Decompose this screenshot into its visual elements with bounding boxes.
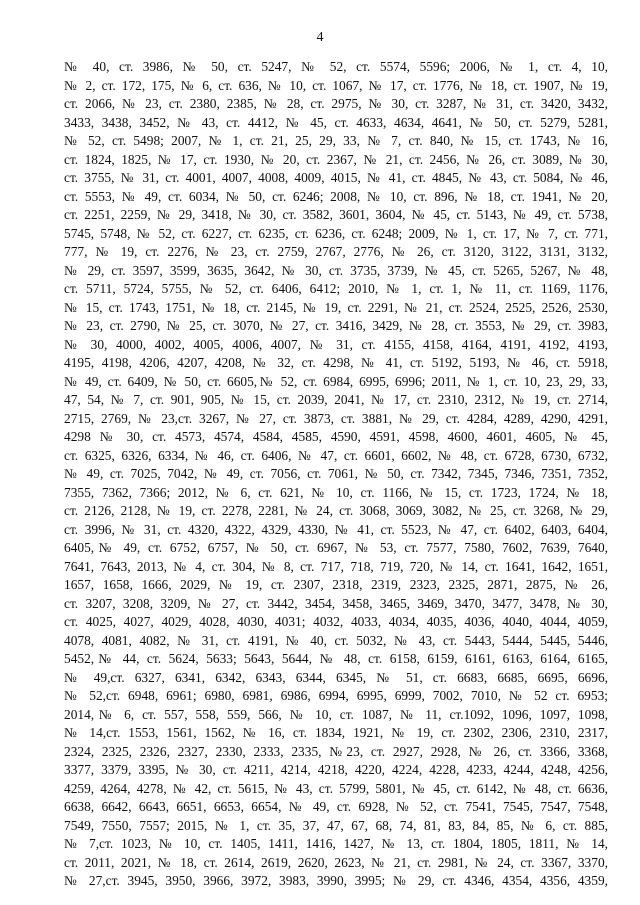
text-line: 2014,№ 6, ст. 557, 558, 559, 566, № 10, ст. 1087, № 11, ст.1092, 1096, 1097, 1098, — [64, 706, 608, 722]
text-line: 2715, 2769, № 23,ст. 3267, № 27, ст. 3873, ст. 3881, № 29, ст. 4284, 4289, 4290, 4291, — [64, 410, 608, 426]
text-line: № 49, ст. 6409, № 50, ст. 6605,№ 52, ст. 6984, 6995, 6996; 2011, № 1, ст. 10, 23, 29, 33, — [64, 373, 608, 389]
text-line: № 7,ст. 1023, № 10, ст. 1405, 1411, 1416, 1427, № 13, ст. 1804, 1805, 1811, № 14, — [64, 836, 608, 851]
text-line: 5452,№ 44, ст. 5624, 5633; 5643, 5644, № 48, ст. 6158, 6159, 6161, 6163, 6164, 6165, — [64, 651, 608, 666]
text-line: № 49,ст. 6327, 6341, 6342, 6343, 6344, 6345, № 51, ст. 6683, 6685, 6695, 6696, — [64, 669, 608, 685]
text-line: 4298 № 30, ст. 4573, 4574, 4584, 4585, 4590, 4591, 4598, 4600, 4601, 4605, № 45, — [64, 429, 608, 444]
text-line: № 30, 4000, 4002, 4005, 4006, 4007, № 31, ст. 4155, 4158, 4164, 4191, 4192, 4193, — [64, 336, 608, 352]
text-line: 5745, 5748, № 52, ст. 6227, ст. 6235, ст. 6236, ст. 6248; 2009, № 1, ст. 17, № 7, ст. 771, — [64, 225, 608, 241]
text-line: № 52,ст. 6948, 6961; 6980, 6981, 6986, 6994, 6995, 6999, 7002, 7010, № 52 ст. 6953; — [64, 688, 608, 703]
text-line: 6405,№ 49, ст. 6752, 6757, № 50, ст. 6967, № 53, ст. 7577, 7580, 7602, 7639, 7640, — [64, 540, 608, 555]
text-line: 3377, 3379, 3395, № 30, ст. 4211, 4214, 4218, 4220, 4224, 4228, 4233, 4244, 4248, 4256, — [64, 762, 608, 777]
text-line: № 27,ст. 3945, 3950, 3966, 3972, 3983, 3990, 3995; № 29, ст. 4346, 4354, 4356, 4359, — [64, 873, 608, 888]
text-line: № 52, ст. 5498; 2007, № 1, ст. 21, 25, 29, 33, № 7, ст. 840, № 15, ст. 1743, № 16, — [64, 133, 608, 148]
text-line: 2324, 2325, 2326, 2327, 2330, 2333, 2335, №23, ст. 2927, 2928, № 26, ст. 3366, 3368, — [64, 743, 608, 759]
text-line: 4259, 4264, 4278, № 42, ст. 5615, № 43, ст. 5799, 5801, № 45, ст. 6142, № 48, ст. 6636, — [64, 780, 608, 796]
text-line: № 40, ст. 3986, № 50, ст. 5247, № 52, ст. 5574, 5596; 2006, № 1, ст. 4, 10, — [64, 59, 608, 74]
text-line: № 49, ст. 7025, 7042, № 49, ст. 7056, ст. 7061, № 50, ст. 7342, 7345, 7346, 7351, 7352, — [64, 466, 608, 481]
text-line: ст. 3996, № 31, ст. 4320, 4322, 4329, 4330, № 41, ст. 5523, № 47, ст. 6402, 6403, 6404, — [64, 521, 608, 537]
text-line: 7355, 7362, 7366; 2012, № 6, ст. 621, № 10, ст. 1166, № 15, ст. 1723, 1724, № 18, — [64, 484, 608, 500]
text-line: № 2, ст. 172, 175, № 6, ст. 636, № 10, ст. 1067, № 17, ст. 1776, № 18, ст. 1907, № 19, — [64, 77, 608, 93]
text-line: ст. 1824, 1825, № 17, ст. 1930, № 20, ст. 2367, № 21, ст. 2456, № 26, ст. 3089, № 30, — [64, 151, 608, 167]
text-line: 7641, 7643, 2013, № 4, ст. 304, № 8, ст. 717, 718, 719, 720, № 14, ст. 1641, 1642, 1651, — [64, 558, 608, 574]
text-line: ст. 2126, 2128, № 19, ст. 2278, 2281, № 24, ст. 3068, 3069, 3082, № 25, ст. 3268, № 29, — [64, 503, 608, 518]
text-line: № 15, ст. 1743, 1751, № 18, ст. 2145, № 19, ст. 2291, № 21, ст. 2524, 2525, 2526, 2530, — [64, 299, 608, 315]
text-line: 4195, 4198, 4206, 4207, 4208, № 32, ст. 4298, № 41, ст. 5192, 5193, № 46, ст. 5918, — [64, 355, 608, 370]
text-line: ст. 5553, № 49, ст. 6034, № 50, ст. 6246; 2008, № 10, ст. 896, № 18, ст. 1941, № 20, — [64, 188, 608, 204]
text-line: 1657, 1658, 1666, 2029, № 19, ст. 2307, 2318, 2319, 2323, 2325, 2871, 2875, № 26, — [64, 577, 608, 592]
text-line: ст. 6325, 6326, 6334, № 46, ст. 6406, № 47, ст. 6601, 6602, № 48, ст. 6728, 6730, 6732, — [64, 447, 608, 463]
text-line: 7549, 7550, 7557; 2015, № 1, ст. 35, 37, 47, 67, 68, 74, 81, 83, 84, 85, № 6, ст. 885, — [64, 817, 608, 833]
text-line: ст. 5711, 5724, 5755, № 52, ст. 6406, 6412; 2010, № 1, ст. 1, № 11, ст. 1169, 1176, — [64, 281, 608, 296]
text-line: № 23, ст. 2790, № 25, ст. 3070, № 27, ст. 3416, 3429, № 28, ст. 3553, № 29, ст. 3983, — [64, 318, 608, 333]
text-line: 3433, 3438, 3452, № 43, ст. 4412, № 45, ст. 4633, 4634, 4641, № 50, ст. 5279, 5281, — [64, 114, 608, 130]
text-line: 47, 54, № 7, ст. 901, 905, № 15, ст. 2039, 2041, № 17, ст. 2310, 2312, № 19, ст. 2714, — [64, 392, 608, 407]
text-line: 777, № 19, ст. 2276, № 23, ст. 2759, 2767, 2776, № 26, ст. 3120, 3122, 3131, 3132, — [64, 244, 608, 259]
text-line: ст. 2011, 2021, № 18, ст. 2614, 2619, 2620, 2623, № 21, ст. 2981, № 24, ст. 3367, 3370, — [64, 854, 608, 870]
text-line: ст. 4025, 4027, 4029, 4028, 4030, 4031; 4032, 4033, 4034, 4035, 4036, 4040, 4044, 4059, — [64, 614, 608, 629]
page-number: 4 — [316, 30, 324, 45]
text-line: № 14,ст. 1553, 1561, 1562, № 16, ст. 1834, 1921, № 19, ст. 2302, 2306, 2310, 2317, — [64, 725, 608, 740]
text-line: ст. 3207, 3208, 3209, № 27, ст. 3442, 3454, 3458, 3465, 3469, 3470, 3477, 3478, № 30, — [64, 595, 608, 611]
text-line: ст. 3755, № 31, ст. 4001, 4007, 4008, 4009, 4015, № 41, ст. 4845, № 43, ст. 5084, № 46, — [64, 170, 608, 185]
text-line: 6638, 6642, 6643, 6651, 6653, 6654, № 49, ст. 6928, № 52, ст. 7541, 7545, 7547, 7548, — [64, 799, 608, 814]
text-line: 4078, 4081, 4082, № 31, ст. 4191, № 40, ст. 5032, № 43, ст. 5443, 5444, 5445, 5446, — [64, 632, 608, 648]
text-line: ст. 2066, № 23, ст. 2380, 2385, № 28, ст. 2975, № 30, ст. 3287, № 31, ст. 3420, 3432, — [64, 96, 608, 111]
text-line: № 29, ст. 3597, 3599, 3635, 3642, № 30, ст. 3735, 3739, № 45, ст. 5265, 5267, № 48, — [64, 262, 608, 278]
text-line: ст. 2251, 2259, № 29, 3418, № 30, ст. 3582, 3601, 3604, № 45, ст. 5143, № 49, ст. 5738, — [64, 207, 608, 222]
body-text — [64, 58, 608, 891]
